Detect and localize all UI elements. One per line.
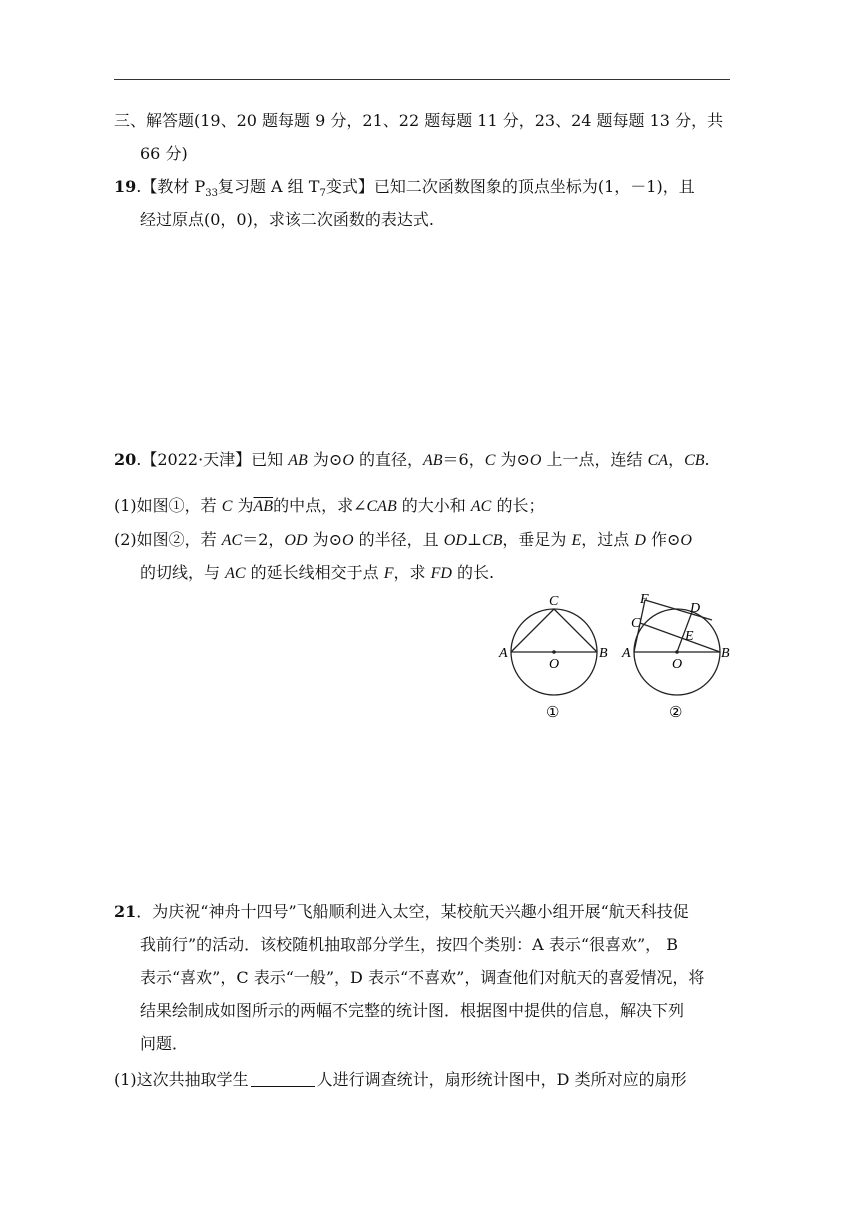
q19-number: 19	[114, 177, 137, 196]
q19-line2: 经过原点(0，0)，求该二次函数的表达式.	[140, 210, 434, 229]
fig2-label-a: A	[622, 646, 631, 661]
q20-figures	[495, 590, 740, 725]
q21-line5: 问题．	[140, 1034, 189, 1053]
fig1-caption: ①	[546, 705, 560, 721]
q21-subquestion-1: (1)这次共抽取学生 人进行调查统计，扇形统计图中，D 类所对应的扇形	[114, 1070, 687, 1089]
fig1-label-c: C	[549, 594, 559, 609]
q21-number: 21	[114, 902, 137, 921]
fig2-label-c: C	[631, 616, 641, 631]
answer-blank[interactable]	[251, 1070, 315, 1087]
fig1-label-b: B	[599, 646, 608, 661]
fig2-label-f: F	[640, 592, 649, 607]
chord-cb-2	[640, 623, 720, 652]
fig1-label-a: A	[499, 646, 508, 661]
q19-line1: 19.【教材 $P_{33}$复习题 A 组 $T_7$变式】已知二次函数图象的顶点坐标为(1，－1)，且	[114, 177, 695, 200]
tangent-fd-2	[645, 600, 712, 620]
q19-tag: 【教材 $P_{33}$复习题 A 组 $T_7$变式】	[141, 177, 374, 200]
fig2-label-b: B	[721, 646, 730, 661]
figure-2	[621, 592, 730, 721]
fig2-label-e: E	[685, 629, 694, 644]
q20-subquestion-1: (1)如图①，若 C 为$\overline{AB}$的中点，求∠CAB 的大小和 AC 的长；	[114, 496, 545, 515]
fig1-label-o: O	[549, 657, 560, 672]
q19-text: 已知二次函数图象的顶点坐标为(1，－1)，且	[373, 177, 695, 196]
fig2-label-d: D	[690, 601, 701, 616]
arc-ab: $\overline{AB}$	[253, 498, 274, 515]
q21-line4: 结果绘制成如图所示的两幅不完整的统计图．根据图中提供的信息，解决下列	[140, 1001, 685, 1020]
q20-subquestion-2: (2)如图②，若 AC＝2，OD 为⊙O 的半径，且 OD⊥CB，垂足为 E，过点 D 作⊙O	[114, 530, 692, 549]
section-heading-line2: 66 分)	[140, 144, 188, 163]
q20-line1: 20.【2022·天津】已知 AB 为⊙O 的直径，AB＝6，C 为⊙O 上一点，连结 CA，CB.	[114, 450, 710, 469]
q21-line2: 我前行”的活动．该校随机抽取部分学生，按四个类别：A 表示“很喜欢”， B	[140, 935, 679, 954]
center-point-1	[552, 650, 556, 654]
q20-number: 20	[114, 450, 137, 469]
header-rule	[114, 79, 730, 80]
geometry-diagrams	[495, 590, 740, 725]
q21-line3: 表示“喜欢”，C 表示“一般”，D 表示“不喜欢”，调查他们对航天的喜爱情况，将	[140, 968, 705, 987]
fig2-caption: ②	[669, 705, 683, 721]
fig2-label-o: O	[672, 657, 683, 672]
center-point-2	[675, 650, 679, 654]
figure-1	[498, 594, 608, 721]
q21-line1: 21．为庆祝“神舟十四号”飞船顺利进入太空，某校航天兴趣小组开展“航天科技促	[114, 902, 689, 921]
q20-subquestion-2-cont: 的切线，与 AC 的延长线相交于点 F，求 FD 的长.	[140, 563, 495, 582]
section-heading-line1: 三、解答题(19、20 题每题 9 分，21、22 题每题 11 分，23、24 题每题 13 分，共	[114, 111, 724, 130]
